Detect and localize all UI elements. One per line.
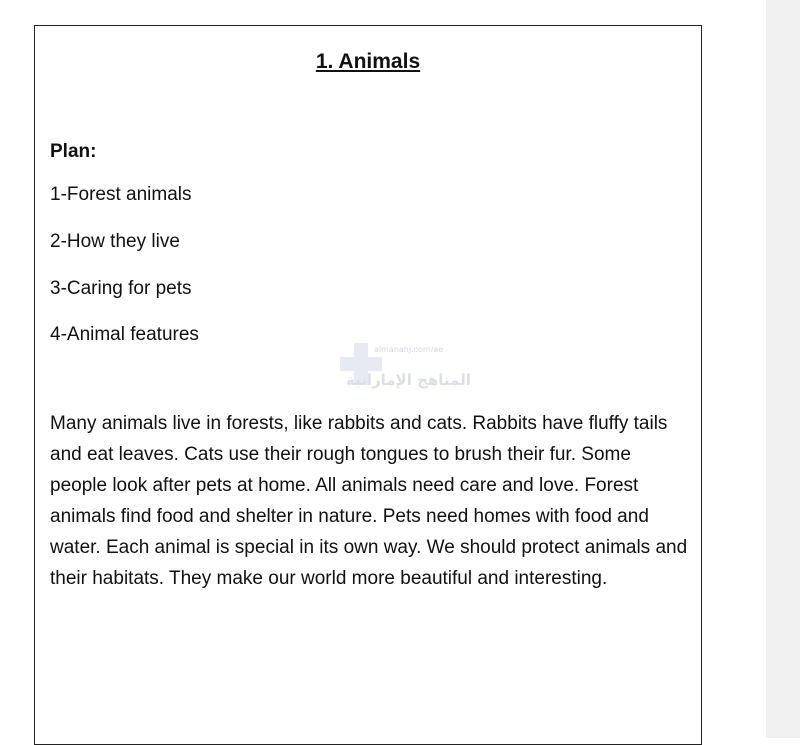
plan-item-3: 3-Caring for pets — [50, 278, 192, 299]
watermark-text: المناهج الإماراتية — [346, 371, 471, 389]
right-gutter — [766, 0, 800, 738]
watermark-url: almanahj.com/ae — [374, 345, 444, 354]
plan-item-2: 2-How they live — [50, 231, 180, 252]
plan-label: Plan: — [50, 141, 97, 162]
plan-item-4: 4-Animal features — [50, 324, 199, 345]
document-title: 1. Animals — [315, 50, 421, 73]
document-page — [34, 25, 702, 745]
plan-item-1: 1-Forest animals — [50, 184, 192, 205]
watermark-logo — [340, 341, 480, 401]
body-paragraph: Many animals live in forests, like rabbits and cats. Rabbits have fluffy tails and eat leaves. Cats use their rough tongues to brush their fur. Some people look after pets at home. All animals need care and love. Forest animals find food and shelter in nature. Pets need homes with food and water. Each animal is special in its own way. We should protect animals and their habitats. They make our world more beautiful and interesting. — [50, 413, 688, 589]
